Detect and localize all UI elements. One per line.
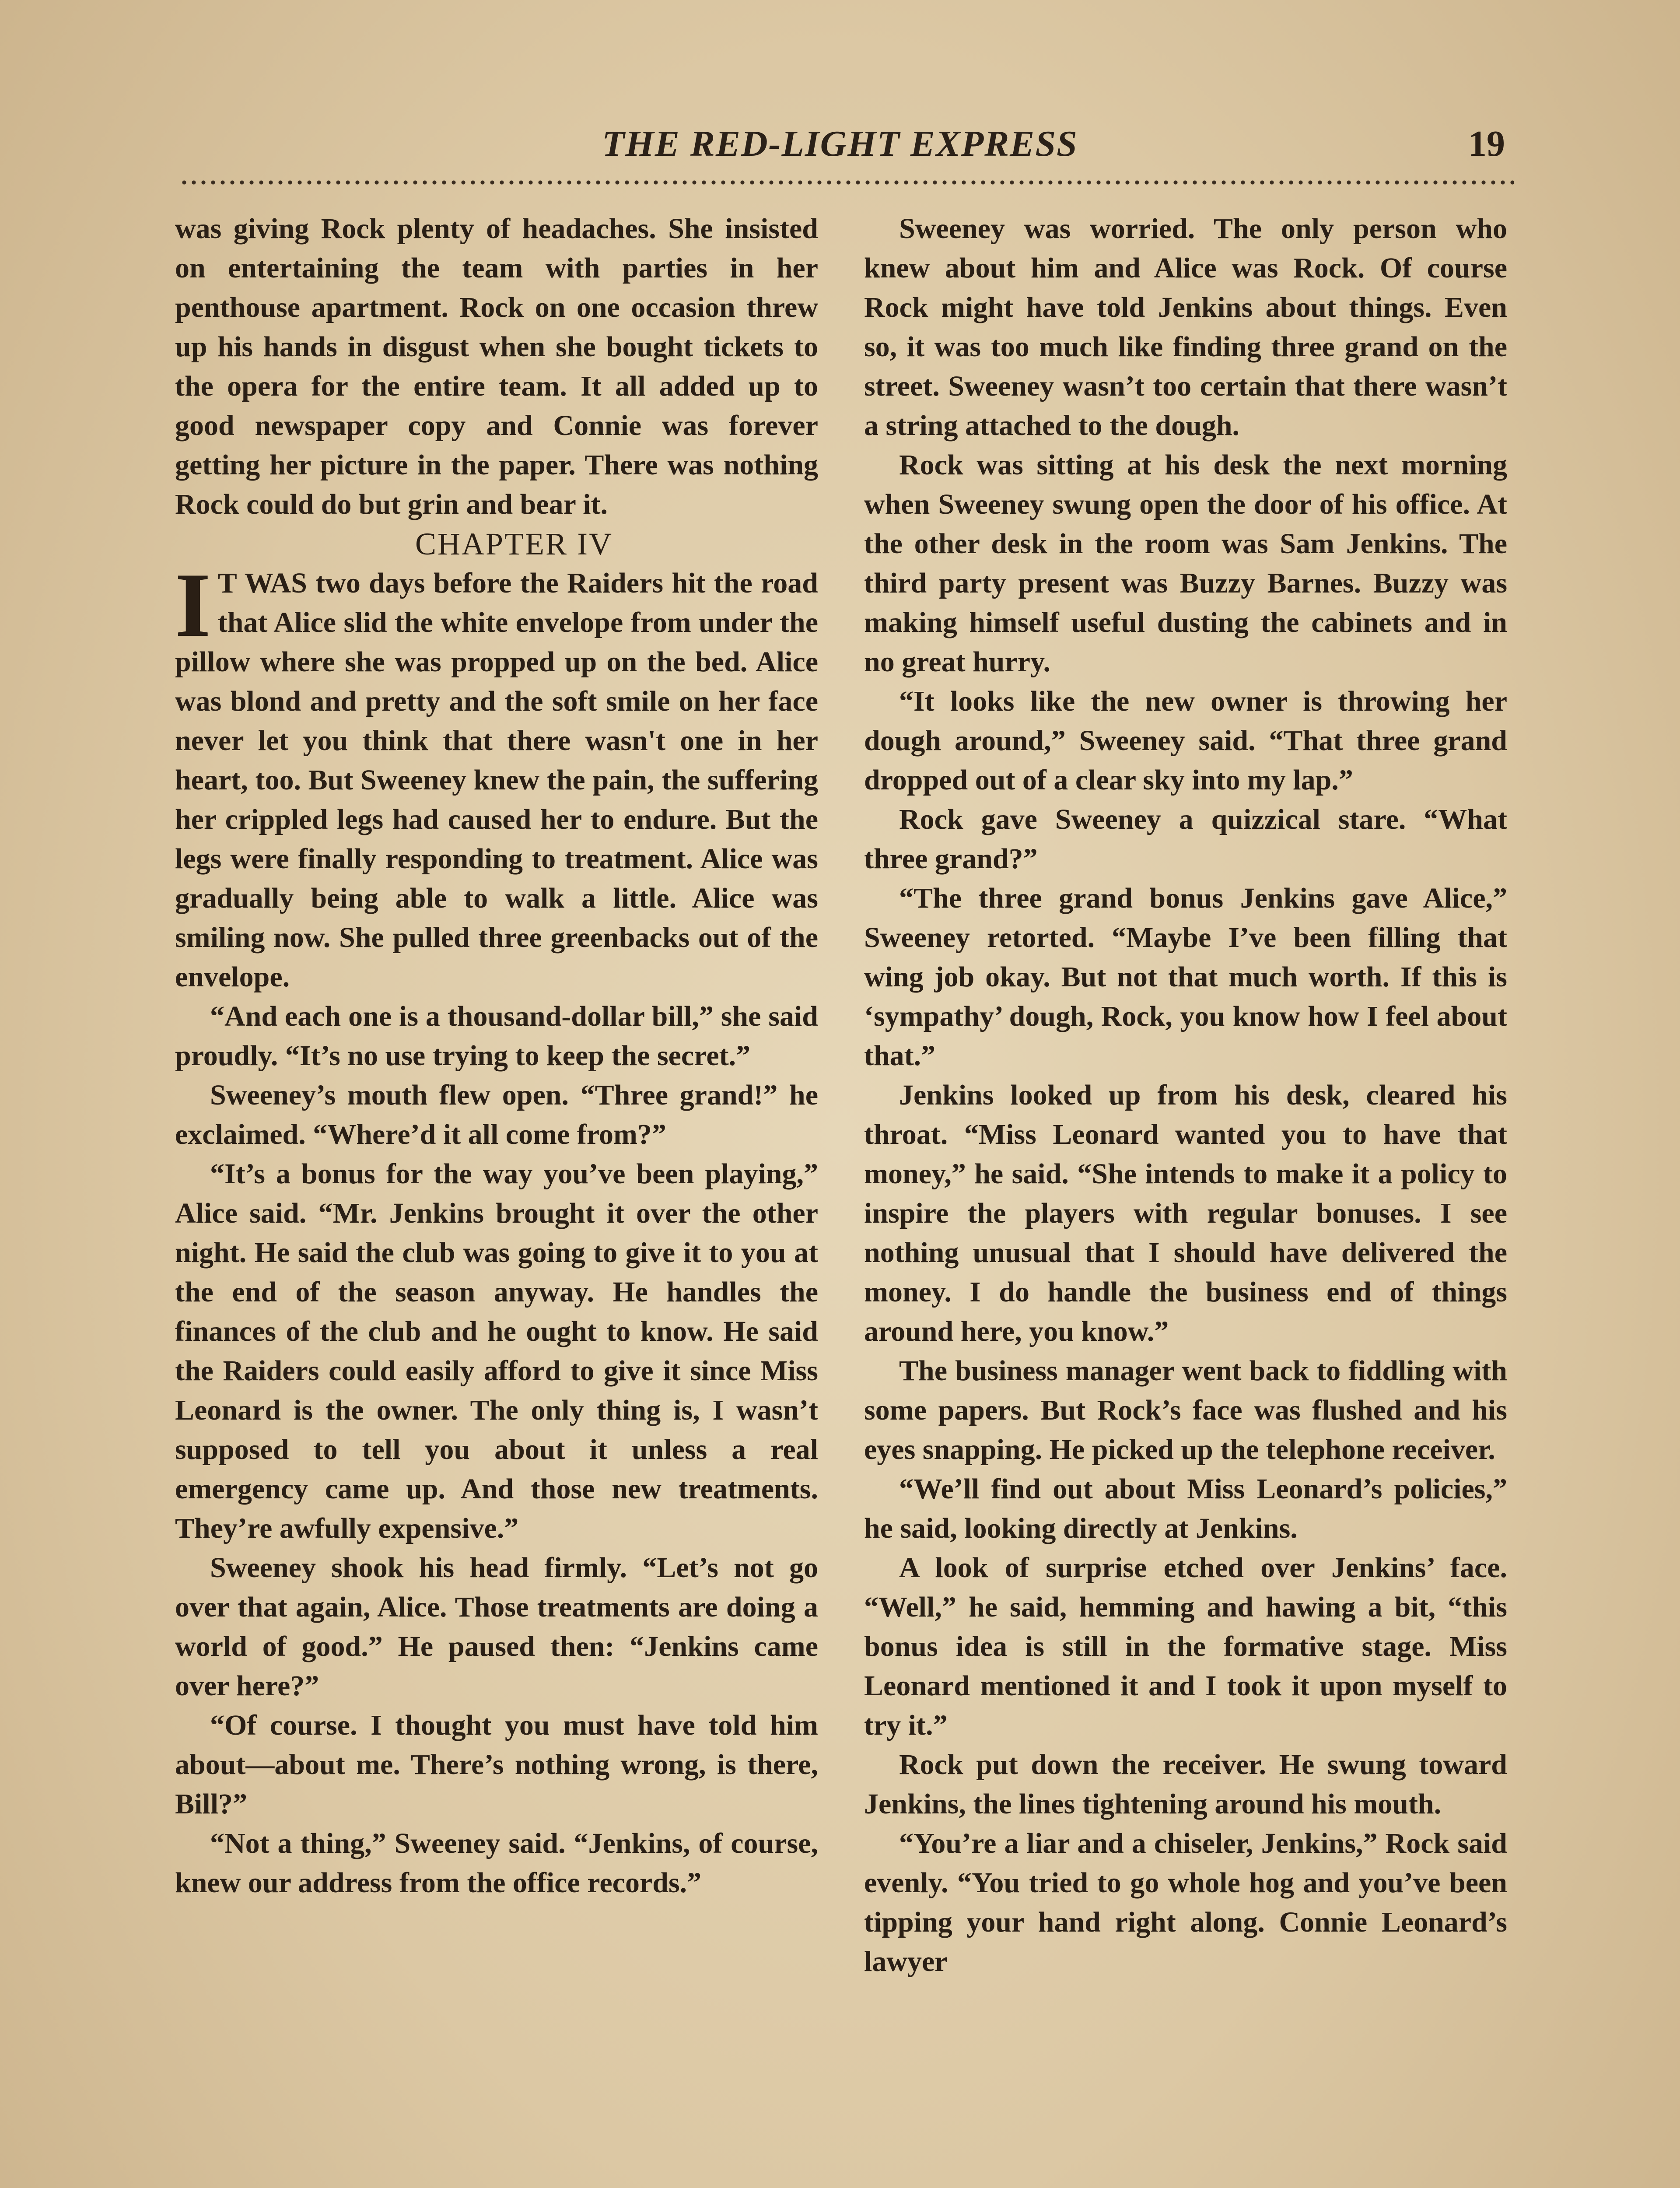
- chapter-opening-paragraph: [175, 554, 818, 997]
- paragraph: Sweeney was worried. The only person who knew about him and Alice was Rock. Of course Rock might have told Jenkins about things. Even so, it was too much like finding three grand on the street. Sweeney wasn’t too certain that there wasn’t a string attached to the dough.: [864, 213, 1507, 442]
- paragraph: “Not a thing,” Sweeney said. “Jenkins, of course, knew our address from the office records.”: [175, 1827, 818, 1899]
- paragraph: Sweeney’s mouth flew open. “Three grand!” he exclaimed. “Where’d it all come from?”: [175, 1079, 818, 1150]
- paragraph: was giving Rock plenty of headaches. She insisted on entertaining the team with parties in her penthouse apartment. Rock on one occasion threw up his hands in disgust when she bought tickets to the opera for the entire team. It all added up to good newspaper copy and Connie was forever getting her picture in the paper. There was nothing Rock could do but grin and bear it.: [175, 213, 818, 520]
- paragraph: Jenkins looked up from his desk, cleared his throat. “Miss Leonard wanted you to have that money,” he said. “She intends to make it a policy to inspire the players with regular bonuses. I see nothing unusual that I should have delivered the money. I do handle the business end of things around here, you know.”: [864, 1079, 1507, 1347]
- paragraph: Rock put down the receiver. He swung toward Jenkins, the lines tightening around his mouth.: [864, 1749, 1507, 1820]
- paragraph: “Of course. I thought you must have told him about—about me. There’s nothing wrong, is there, Bill?”: [175, 1709, 818, 1820]
- page-header: [175, 123, 1505, 171]
- drop-cap: I: [175, 554, 211, 656]
- chapter-opening-text: T WAS two days before the Raiders hit the road that Alice slid the white envelope from under the pillow where she was propped up on the bed. Alice was blond and pretty and the soft smile on her face never let you think that there wasn't one in her heart, too. But Sweeney knew the pain, the suffering her crippled legs had caused her to endure. But the legs were finally responding to treatment. Alice was gradually being able to walk a little. Alice was smiling now. She pulled three greenbacks out of the envelope.: [175, 567, 818, 993]
- paragraph: A look of surprise etched over Jenkins’ face. “Well,” he said, hemming and hawing a bit, “this bonus idea is still in the formative stage. Miss Leonard mentioned it and I took it upon myself to try it.”: [864, 1552, 1507, 1741]
- paragraph: “The three grand bonus Jenkins gave Alice,” Sweeney retorted. “Maybe I’ve been filling that wing job okay. But not that much worth. If this is ‘sympathy’ dough, Rock, you know how I feel about that.”: [864, 882, 1507, 1072]
- paragraph: Sweeney shook his head firmly. “Let’s not go over that again, Alice. Those treatments are doing a world of good.” He paused then: “Jenkins came over here?”: [175, 1552, 818, 1702]
- running-title: THE RED-LIGHT EXPRESS: [602, 123, 1078, 164]
- paragraph: “It’s a bonus for the way you’ve been playing,” Alice said. “Mr. Jenkins brought it over the other night. He said the club was going to give it to you at the end of the season anyway. He handles the finances of the club and he ought to know. He said the Raiders could easily afford to give it since Miss Leonard is the owner. The only thing is, I wasn’t supposed to tell you about it unless a real emergency came up. And those new treatments. They’re awfully expensive.”: [175, 1158, 818, 1544]
- paragraph: The business manager went back to fiddling with some papers. But Rock’s face was flushed and his eyes snapping. He picked up the telephone receiver.: [864, 1355, 1507, 1466]
- page-number: 19: [1468, 123, 1505, 164]
- paragraph: “And each one is a thousand-dollar bill,” she said proudly. “It’s no use trying to keep the secret.”: [175, 1000, 818, 1072]
- left-column: [175, 209, 818, 2188]
- chapter-heading: CHAPTER IV: [415, 526, 613, 561]
- dotted-rule: [179, 179, 1514, 186]
- paragraph: “It looks like the new owner is throwing her dough around,” Sweeney said. “That three grand dropped out of a clear sky into my lap.”: [864, 685, 1507, 796]
- paragraph: Rock was sitting at his desk the next morning when Sweeney swung open the door of his office. At the other desk in the room was Sam Jenkins. The third party present was Buzzy Barnes. Buzzy was making himself useful dusting the cabinets and in no great hurry.: [864, 449, 1507, 678]
- paragraph: Rock gave Sweeney a quizzical stare. “What three grand?”: [864, 803, 1507, 875]
- paragraph: “We’ll find out about Miss Leonard’s policies,” he said, looking directly at Jenkins.: [864, 1473, 1507, 1544]
- paragraph: “You’re a liar and a chiseler, Jenkins,” Rock said evenly. “You tried to go whole hog and you’ve been tipping your hand right along. Connie Leonard’s lawyer: [864, 1827, 1507, 1978]
- right-column: [864, 209, 1507, 2188]
